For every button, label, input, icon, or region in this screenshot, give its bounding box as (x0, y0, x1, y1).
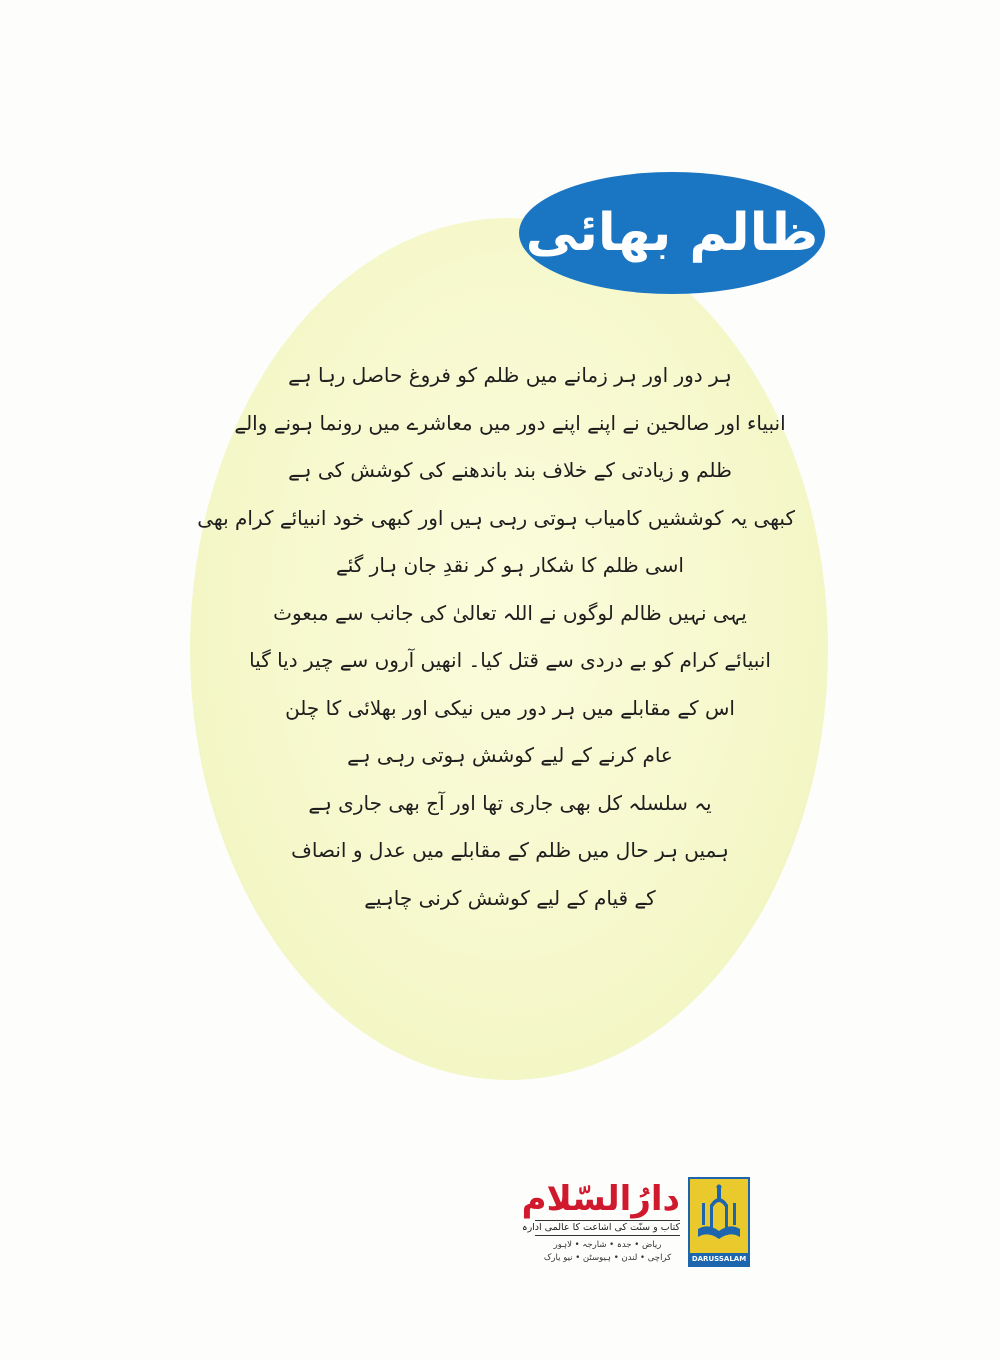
publisher-name: دارُالسّلام (521, 1179, 680, 1219)
publisher-cities: کراچی • لندن • ہیوسٹن • نیو یارک (543, 1253, 672, 1263)
publisher-block (521, 1179, 680, 1270)
page-title: ظالم بھائی (525, 203, 819, 263)
darussalam-logo (688, 1177, 750, 1267)
poem-line: اسی ظلم کا شکار ہو کر نقدِ جان ہار گئے (336, 553, 684, 577)
poem-line: یہی نہیں ظالم لوگوں نے اللہ تعالیٰ کی جانب سے مبعوث (273, 600, 747, 625)
poem-line: انبیاء اور صالحین نے اپنے اپنے دور میں معاشرے میں رونما ہونے والے (234, 410, 786, 435)
book-mosque-icon (690, 1179, 748, 1253)
publisher-tagline: کتاب و سنّت کی اشاعت کا عالمی ادارہ (535, 1220, 680, 1236)
poem-line: ظلم و زیادتی کے خلاف بند باندھنے کی کوشش کی ہے (288, 458, 732, 482)
poem-line: کے قیام کے لیے کوشش کرنی چاہیے (364, 885, 656, 910)
logo-caption: DARUSSALAM (691, 1255, 747, 1263)
poem-line: انبیائے کرام کو بے دردی سے قتل کیا۔ انھیں آروں سے چیر دیا گیا (249, 648, 771, 672)
poem-line: ہر دور اور ہر زمانے میں ظلم کو فروغ حاصل رہا ہے (288, 363, 732, 387)
title-badge (519, 172, 825, 294)
poem-line: ہمیں ہر حال میں ظلم کے مقابلے میں عدل و انصاف (291, 838, 729, 862)
poem-text (197, 352, 795, 922)
poem-line: عام کرنے کے لیے کوشش ہوتی رہی ہے (347, 743, 673, 767)
poem-line: اس کے مقابلے میں ہر دور میں نیکی اور بھلائی کا چلن (285, 695, 735, 720)
poem-line: کبھی یہ کوششیں کامیاب ہوتی رہی ہیں اور کبھی خود انبیائے کرام بھی (197, 505, 795, 530)
publisher-cities: ریاض • جدہ • شارجہ • لاہور (553, 1240, 662, 1250)
poem-line: یہ سلسلہ کل بھی جاری تھا اور آج بھی جاری ہے (308, 790, 712, 815)
